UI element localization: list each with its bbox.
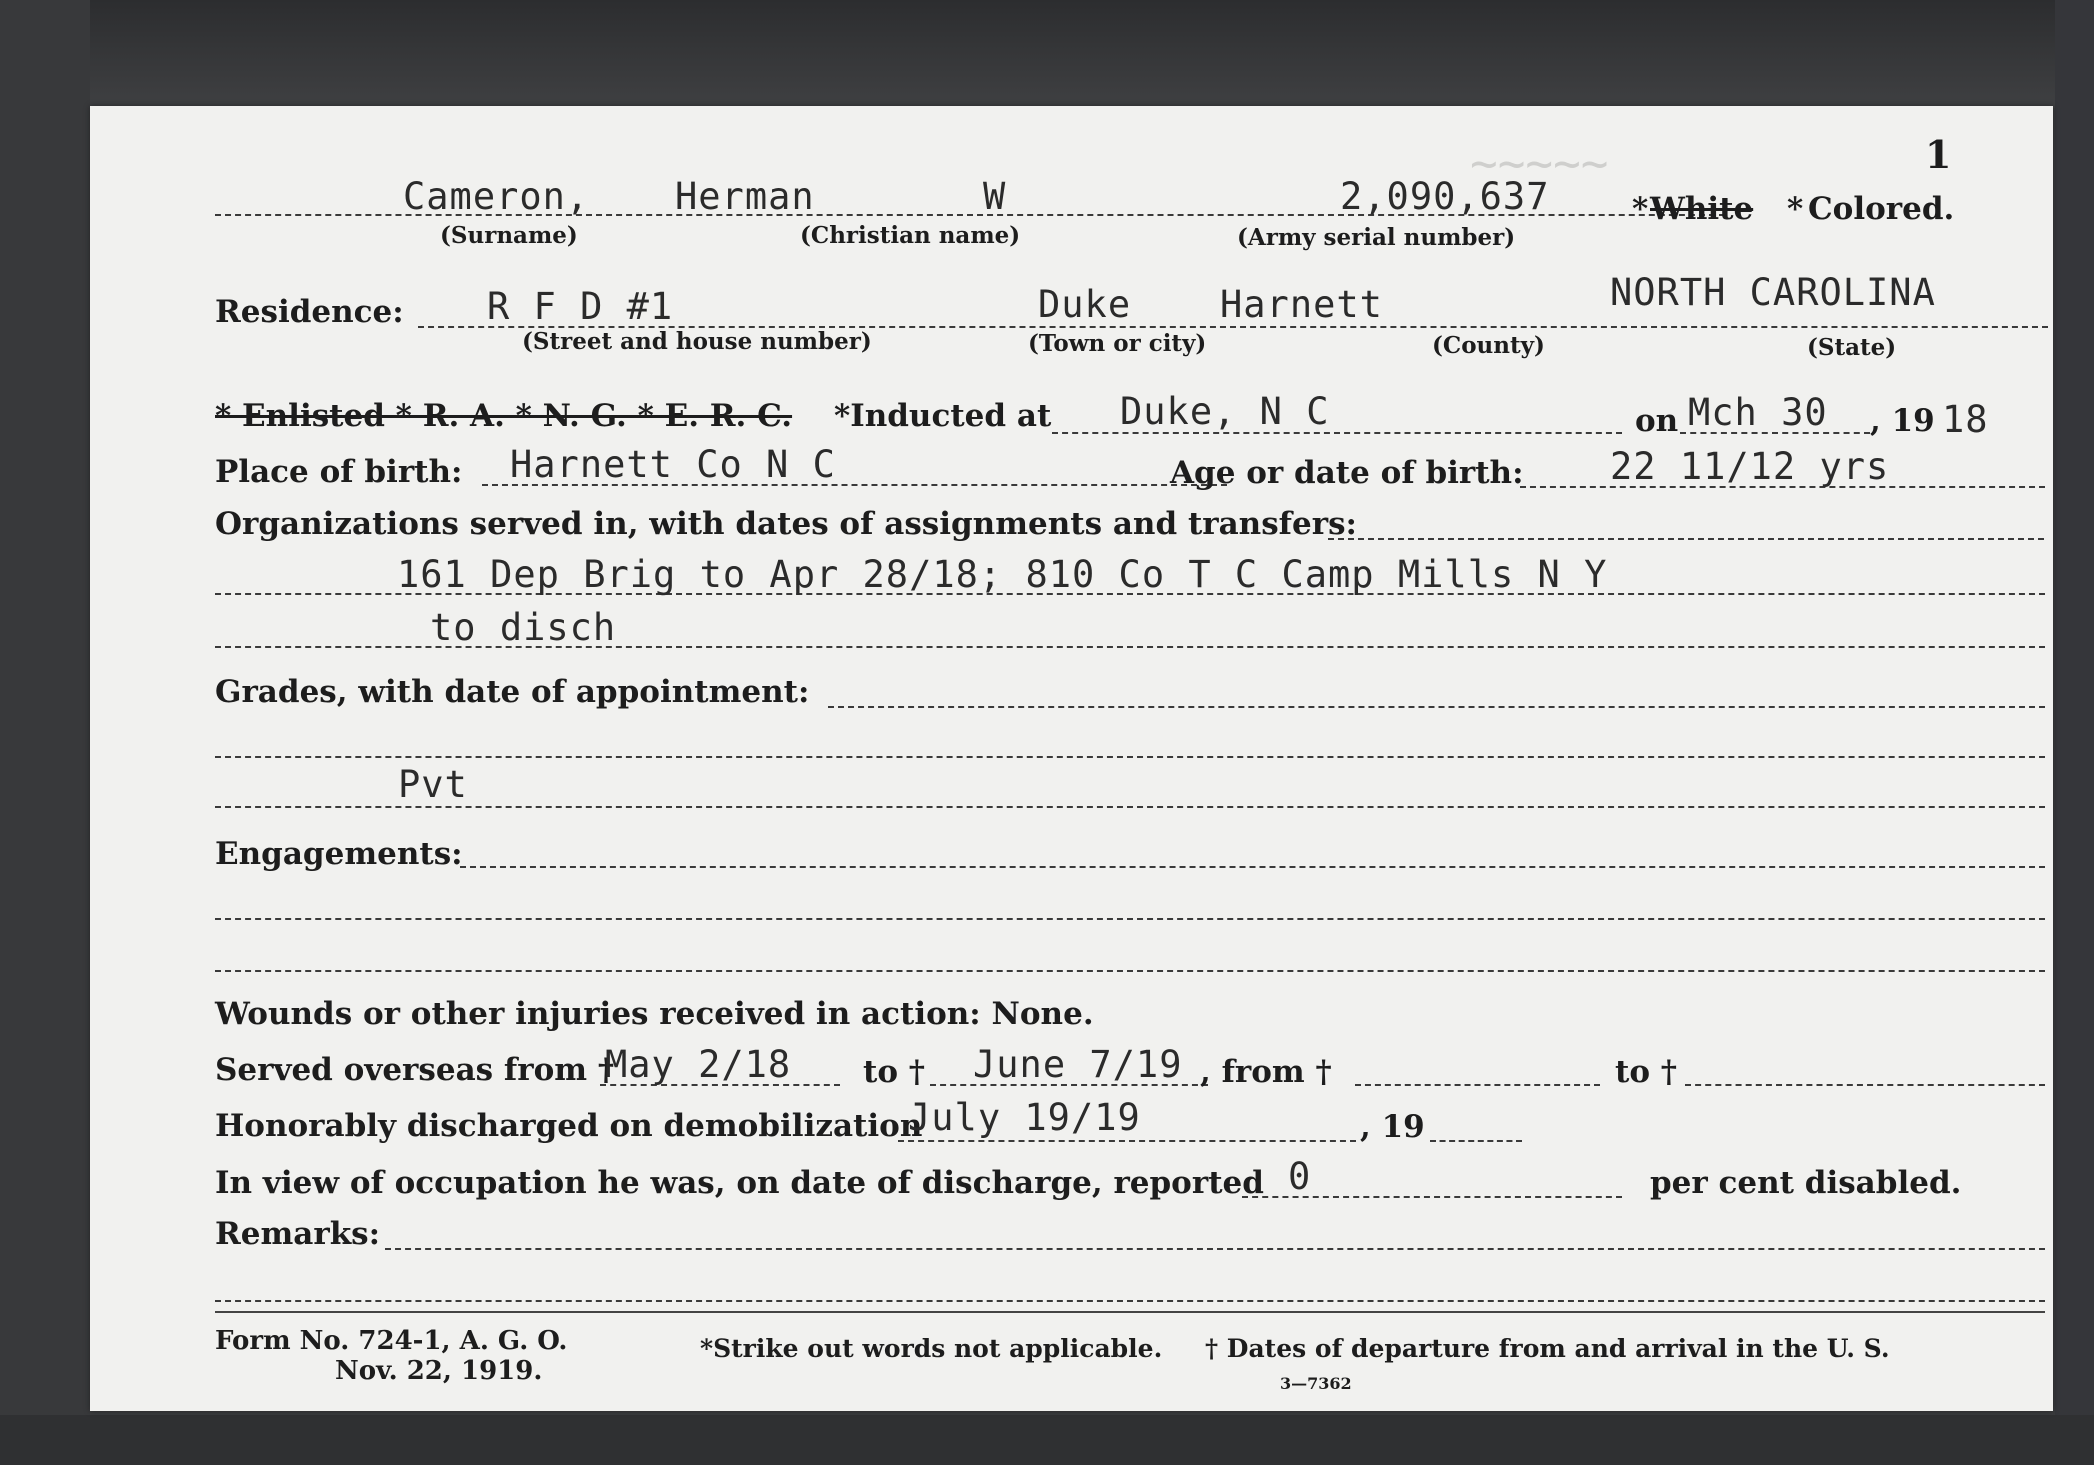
place-of-birth-value: Harnett Co N C <box>510 443 836 486</box>
engagements-line-2 <box>215 970 2045 972</box>
discharge-label: Honorably discharged on demobilization <box>215 1108 923 1144</box>
page-number: 1 <box>1925 132 1952 177</box>
wounds-label: Wounds or other injuries received in action: None. <box>215 996 1094 1032</box>
middle-initial-value: W <box>983 175 1007 218</box>
residence-state: NORTH CAROLINA <box>1610 271 1936 314</box>
remarks-line-1 <box>215 1300 2045 1302</box>
induction-place: Duke, N C <box>1120 390 1330 433</box>
disability-suffix: per cent disabled. <box>1650 1165 1962 1201</box>
on-label: on <box>1635 403 1679 439</box>
strike-out-note: *Strike out words not applicable. <box>700 1334 1163 1363</box>
discharge-year-label: , 19 <box>1360 1109 1425 1145</box>
discharge-line <box>898 1140 1356 1142</box>
printer-code: 3—7362 <box>1280 1374 1352 1393</box>
grade-value: Pvt <box>398 763 468 806</box>
induction-year-prefix: , 19 <box>1870 403 1935 439</box>
scan-background-top <box>0 0 2094 108</box>
race-prefix-white: * <box>1632 191 1649 227</box>
remarks-line-0 <box>385 1248 2045 1250</box>
overseas-to-date: June 7/19 <box>973 1043 1183 1086</box>
serial-number-value: 2,090,637 <box>1340 175 1550 218</box>
engagements-line-0 <box>460 866 2045 868</box>
scan-background-left <box>0 0 90 1465</box>
age-value: 22 11/12 yrs <box>1610 445 1890 488</box>
place-of-birth-label: Place of birth: <box>215 454 463 490</box>
enlistment-options-struck: * Enlisted * R. A. * N. G. * E. R. C. <box>215 398 793 434</box>
engagements-line-1 <box>215 918 2045 920</box>
caption-serial-number: (Army serial number) <box>1237 224 1516 251</box>
induction-date: Mch 30 <box>1688 391 1828 434</box>
induction-year-suffix: 18 <box>1942 398 1989 441</box>
caption-christian-name: (Christian name) <box>800 222 1021 249</box>
residence-county: Harnett <box>1220 283 1383 326</box>
overseas-from-label: Served overseas from † <box>215 1052 615 1088</box>
overseas-to2-label: to † <box>1615 1054 1677 1090</box>
service-record-card <box>90 106 2053 1411</box>
surname-value: Cameron, <box>403 175 590 218</box>
age-label: Age or date of birth: <box>1170 455 1524 491</box>
engagements-label: Engagements: <box>215 836 463 872</box>
inducted-at-label: *Inducted at <box>834 398 1052 434</box>
race-prefix-colored: * <box>1787 191 1804 227</box>
overseas-from2-line <box>1355 1084 1600 1086</box>
organizations-entry-2: to disch <box>430 606 617 649</box>
caption-state: (State) <box>1807 334 1897 361</box>
race-colored: Colored. <box>1808 191 1955 227</box>
overseas-from-date: May 2/18 <box>605 1043 792 1086</box>
overseas-from2-label: , from † <box>1200 1054 1332 1090</box>
caption-street: (Street and house number) <box>522 328 872 355</box>
caption-county: (County) <box>1432 332 1545 359</box>
form-date: Nov. 22, 1919. <box>335 1356 543 1386</box>
disability-value: 0 <box>1288 1155 1312 1198</box>
caption-surname: (Surname) <box>440 222 578 249</box>
race-white-struck: White <box>1650 191 1754 227</box>
overseas-to2-line <box>1685 1084 2045 1086</box>
scan-background-right <box>2055 0 2094 1465</box>
scan-background-bottom <box>0 1415 2094 1465</box>
organizations-line-0 <box>1328 538 2044 540</box>
grades-label: Grades, with date of appointment: <box>215 674 810 710</box>
christian-name-value: Herman <box>675 175 815 218</box>
dates-note: † Dates of departure from and arrival in the U. S. <box>1205 1334 1890 1363</box>
disability-label: In view of occupation he was, on date of discharge, reported <box>215 1165 1264 1201</box>
discharge-year-line <box>1430 1140 1522 1142</box>
residence-street: R F D #1 <box>487 285 674 328</box>
remarks-label: Remarks: <box>215 1216 381 1252</box>
residence-town: Duke <box>1038 283 1132 326</box>
form-number: Form No. 724-1, A. G. O. <box>215 1326 568 1356</box>
grades-line-1 <box>215 756 2045 758</box>
footer-rule <box>215 1311 2045 1313</box>
organizations-label: Organizations served in, with dates of assignments and transfers: <box>215 506 1357 542</box>
grades-line-0 <box>828 706 2045 708</box>
caption-town: (Town or city) <box>1028 330 1207 357</box>
bleed-through-mark: ~~~~~ <box>1470 136 1609 190</box>
overseas-to-label: to † <box>863 1054 925 1090</box>
grades-line-2 <box>215 806 2045 808</box>
discharge-date: July 19/19 <box>908 1096 1141 1139</box>
residence-label: Residence: <box>215 294 404 330</box>
organizations-entry-1: 161 Dep Brig to Apr 28/18; 810 Co T C Camp Mills N Y <box>397 553 1608 596</box>
